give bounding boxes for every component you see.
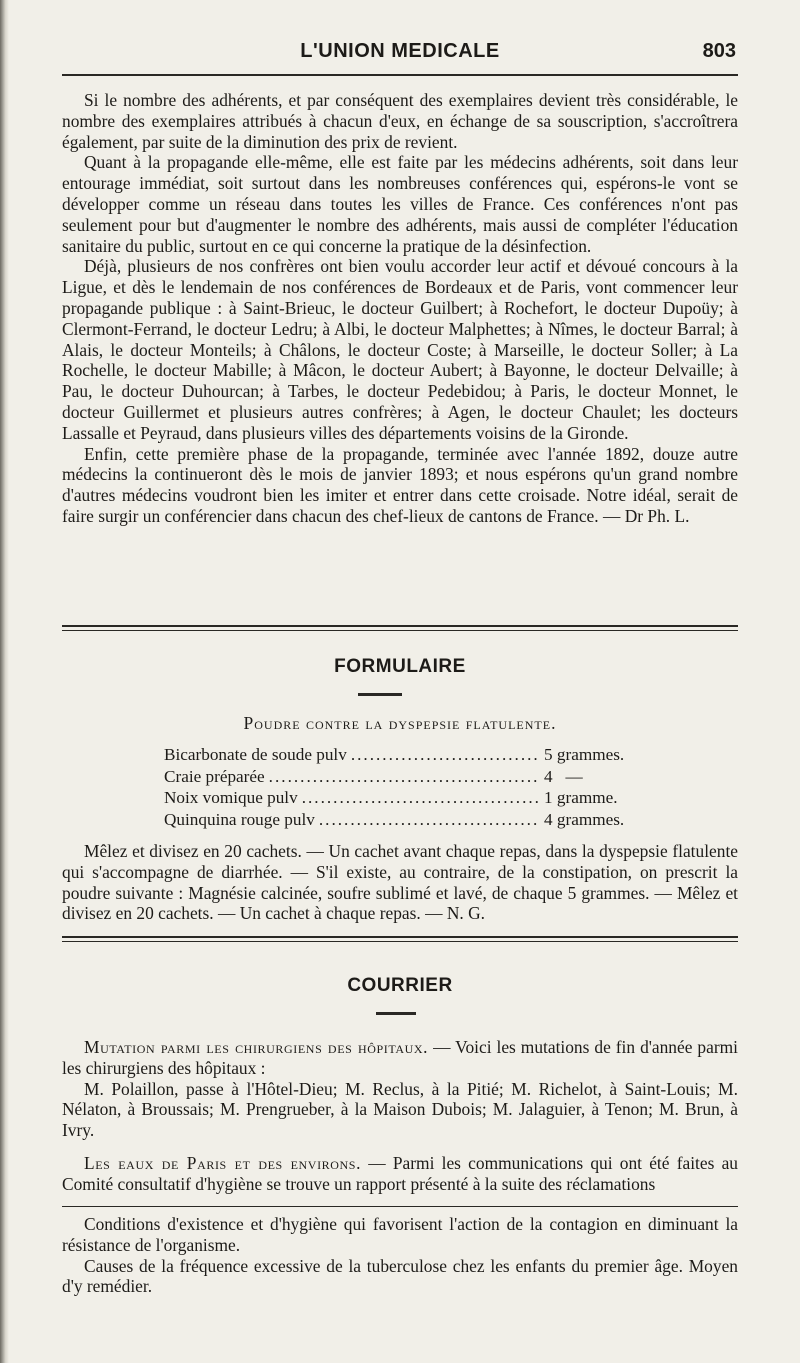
ingredient-row (164, 787, 644, 809)
leader-dots (269, 766, 540, 788)
eaux-paragraph (62, 1153, 738, 1195)
courrier-heading: COURRIER (347, 975, 453, 996)
paragraph-enfin: Enfin, cette première phase de la propagande, terminée avec l'année 1892, douze autre médecins la continueront dès le mois de janvier 1893; et nous espérons qu'un grand nombre d'autres médecins voudront bien les imiter et entrer dans cette croisade. Notre idéal, serait de faire surgir un conférencier dans chacun des chef-lieux de cantons de France. — Dr Ph. L. (62, 443, 738, 526)
intro-text (62, 90, 738, 527)
paragraph-adherents: Si le nombre des adhérents, et par conséquent des exemplaires devient très considérable, le nombre des exemplaires attribués à chacun d'eux, en échange de sa souscription, s'accroîtrera également, par suite de la diminution des prix de revient. (62, 90, 738, 152)
mutation-intro: — Voici les mutations de fin d'année parmi les chirurgiens des hôpitaux : (62, 1037, 738, 1078)
eaux-heading: Les eaux de Paris et des environs. (84, 1152, 362, 1173)
page-number: 803 (702, 40, 736, 62)
ingredient-name: Noix vomique pulv (164, 788, 298, 808)
ingredient-name: Quinquina rouge pulv (164, 809, 315, 829)
leader-dots (351, 744, 540, 766)
heading-underline (358, 693, 402, 696)
mutation-list: M. Polaillon, passe à l'Hôtel-Dieu; M. Reclus, à la Pitié; M. Richelot, à Saint-Louis; M. Nélaton, à Broussais; M. Prengrueber, à la Maison Dubois; M. Jalaguier, à Tenon; M. Brun, à Ivry. (62, 1078, 738, 1141)
page-edge-shadow (0, 0, 9, 1363)
recipe-title: Poudre contre la dyspepsie flatulente. (243, 713, 557, 733)
section-divider (62, 936, 738, 942)
section-divider (62, 625, 738, 631)
leader-dots (319, 809, 540, 831)
ingredient-quantity: 4 — (544, 766, 583, 786)
eaux-intro: — Parmi les communications qui ont été faites au Comité consultatif d'hygiène se trouve un rapport présenté à la suite des réclamations (62, 1152, 738, 1194)
formulaire-heading: FORMULAIRE (334, 656, 466, 677)
report-topics (62, 1214, 738, 1297)
topic-conditions: Conditions d'existence et d'hygiène qui favorisent l'action de la contagion en diminuant la résistance de l'organisme. (62, 1214, 738, 1255)
instructions-paragraph: Mêlez et divisez en 20 cachets. — Un cachet avant chaque repas, dans la dyspepsie flatulente qui s'accompagne de diarrhée. — S'il existe, au contraire, de la constipation, on prescrit la poudre suivante : Magnésie calcinée, soufre sublimé et lavé, de chaque 5 grammes. — Mêlez et divisez en 20 cachets. — Un cachet à chaque repas. — N. G. (62, 841, 738, 924)
ingredient-list (164, 744, 644, 830)
header-rule (62, 74, 738, 76)
heading-underline (376, 1012, 416, 1015)
mutation-heading: Mutation parmi les chirurgiens des hôpitaux. (84, 1037, 429, 1057)
ingredient-quantity: 4 grammes. (544, 809, 625, 829)
mutation-paragraph (62, 1037, 738, 1079)
running-title: L'UNION MEDICALE (300, 40, 500, 62)
courrier-text (62, 1037, 738, 1195)
topic-causes: Causes de la fréquence excessive de la tuberculose chez les enfants du premier âge. Moyen d'y remédier. (62, 1255, 738, 1297)
recipe-instructions (62, 841, 738, 924)
leader-dots (302, 787, 540, 809)
ingredient-quantity: 5 grammes. (544, 745, 625, 764)
ingredient-name: Craie préparée (164, 766, 265, 786)
section-divider (62, 1206, 738, 1207)
ingredient-name: Bicarbonate de soude pulv (164, 745, 347, 764)
ingredient-row (164, 809, 644, 831)
running-head (62, 40, 738, 74)
paragraph-propagande: Quant à la propagande elle-même, elle est faite par les médecins adhérents, soit dans leur entourage immédiat, soit surtout dans les nombreuses conférences qui, espérons-le vont se développer comme un réseau dans toutes les villes de France. Ces conférences n'ont pas seulement pour but d'augmenter le nombre des adhérents, mais aussi de compléter l'éducation sanitaire du public, surtout en ce qui concerne la pratique de la désinfection. (62, 152, 738, 256)
paragraph-confreres: Déjà, plusieurs de nos confrères ont bien voulu accorder leur actif et dévoué concours à la Ligue, et dès le lendemain de nos conférences de Bordeaux et de Paris, vont commencer leur propagande publique : à Saint-Brieuc, le docteur Guilbert; à Rochefort, le docteur Dupoüy; à Clermont-Ferrand, le docteur Ledru; à Albi, le docteur Malphettes; à Nîmes, le docteur Barral; à Alais, le docteur Monteils; à Châlons, le docteur Coste; à Marseille, le docteur Soller; à La Rochelle, le docteur Mabille; à Mâcon, le docteur Aubert; à Bayonne, le docteur Delvaille; à Pau, le docteur Duhourcan; à Tarbes, le docteur Pedebidou; à Paris, le docteur Monnet, le docteur Guillermet et plusieurs autres confrères; à Agen, le docteur Chaulet; les docteurs Lassalle et Peyraud, dans plusieurs villes des départements voisins de la Gironde. (62, 256, 738, 443)
ingredient-quantity: 1 gramme. (544, 788, 618, 808)
ingredient-row (164, 766, 644, 788)
ingredient-row (164, 744, 644, 766)
